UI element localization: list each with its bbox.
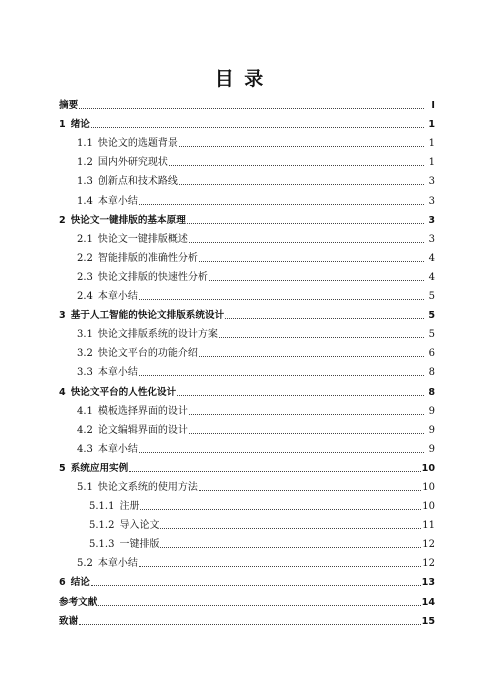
toc-dot-leader [169,165,424,166]
toc-entry-number: 2.3 [77,271,93,283]
toc-entry[interactable] [59,513,435,532]
toc-dot-leader [139,299,424,300]
toc-entry-page: 12 [422,558,435,570]
toc-entry-number: 5 [59,462,66,474]
toc-entry-page: 13 [421,577,435,589]
toc-entry-number: 3 [59,310,66,322]
toc-entry-title: 快论文平台的人性化设计 [70,386,177,398]
toc-entry-title: 快论文平台的功能介绍 [97,348,198,360]
toc-entry-page: 6 [428,348,435,360]
toc-entry-number: 4 [59,386,66,398]
toc-entry-page: 14 [421,596,435,608]
toc-entry-page: 11 [422,520,435,532]
toc-dot-leader [199,261,424,262]
toc-entry[interactable] [59,379,435,398]
toc-entry-page: 5 [428,310,435,322]
toc-entry[interactable] [59,589,435,608]
toc-entry-title: 国内外研究现状 [97,157,168,169]
toc-entry[interactable] [59,150,435,169]
toc-entry-title: 结论 [70,577,90,589]
toc-entry-number: 4.1 [77,405,93,417]
toc-dot-leader [160,547,421,548]
toc-entry-number: 1.1 [77,138,93,150]
toc-entry-page: 9 [428,443,435,455]
toc-entry[interactable] [59,609,435,628]
toc-entry[interactable] [59,246,435,265]
toc-dot-leader [139,566,421,567]
toc-entry[interactable] [59,341,435,360]
toc-entry-page: 9 [428,405,435,417]
toc-entry[interactable] [59,418,435,437]
toc-entry-title: 模板选择界面的设计 [97,405,188,417]
toc-entry-number: 2.2 [77,252,93,264]
toc-entry-title: 快论文的选题背景 [97,138,178,150]
toc-entry[interactable] [59,112,435,131]
toc-entry-title: 快论文一键排版概述 [97,233,188,245]
toc-entry-page: 12 [422,539,435,551]
toc-entry[interactable] [59,399,435,418]
toc-dot-leader [140,509,421,510]
toc-entry-title: 摘要 [59,100,79,112]
toc-entry-page: 4 [428,271,435,283]
toc-dot-leader [139,375,424,376]
toc-entry[interactable] [59,303,435,322]
toc-entry-number: 3.2 [77,348,93,360]
toc-dot-leader [179,184,424,185]
toc-entry-number: 2 [59,214,66,226]
toc-entry-number: 2.4 [77,291,93,303]
toc-entry-page: 3 [428,176,435,188]
toc-entry-title: 创新点和技术路线 [97,176,178,188]
toc-entry-title: 本章小结 [97,558,138,570]
toc-entry-page: 5 [428,291,435,303]
toc-entry-title: 参考文献 [59,596,98,608]
toc-entry-page: 1 [428,157,435,169]
toc-entry-page: 10 [422,481,435,493]
toc-entry-title: 基于人工智能的快论文排版系统设计 [70,310,225,322]
toc-dot-leader [189,242,424,243]
toc-entry-number: 5.1.2 [89,520,115,532]
toc-entry-title: 本章小结 [97,195,138,207]
toc-dot-leader [160,528,421,529]
toc-dot-leader [91,585,421,586]
toc-entry-number: 5.1 [77,481,93,493]
toc-entry-page: 8 [428,386,435,398]
toc-entry-number: 3.1 [77,329,93,341]
toc-entry-title: 本章小结 [97,443,138,455]
toc-entry[interactable] [59,131,435,150]
toc-entry-title: 系统应用实例 [70,462,129,474]
toc-list [59,93,435,628]
toc-dot-leader [139,452,424,453]
toc-entry-title: 论文编辑界面的设计 [97,424,188,436]
toc-dot-leader [79,108,424,109]
toc-dot-leader [91,127,424,128]
toc-entry-page: 1 [428,138,435,150]
toc-entry-page: 8 [428,367,435,379]
toc-entry[interactable] [59,494,435,513]
toc-entry-title: 绪论 [70,119,90,131]
toc-entry[interactable] [59,169,435,188]
toc-entry[interactable] [59,456,435,475]
toc-entry[interactable] [59,227,435,246]
toc-entry[interactable] [59,284,435,303]
toc-entry-number: 1.3 [77,176,93,188]
toc-entry[interactable] [59,188,435,207]
toc-entry[interactable] [59,93,435,112]
toc-entry-title: 本章小结 [97,291,138,303]
toc-entry-title: 快论文排版系统的设计方案 [97,329,218,341]
toc-entry-page: 9 [428,424,435,436]
toc-entry[interactable] [59,475,435,494]
toc-dot-leader [129,471,420,472]
toc-entry-page: 10 [422,501,435,513]
toc-dot-leader [219,337,424,338]
toc-entry[interactable] [59,570,435,589]
toc-entry-page: 3 [428,195,435,207]
toc-entry-title: 快论文系统的使用方法 [97,481,198,493]
toc-entry[interactable] [59,437,435,456]
toc-entry-page: 15 [421,615,435,627]
toc-entry-page: 3 [428,214,435,226]
toc-entry-number: 5.1.3 [89,539,115,551]
toc-entry-title: 本章小结 [97,367,138,379]
toc-entry-number: 6 [59,577,66,589]
toc-entry-title: 智能排版的准确性分析 [97,252,198,264]
toc-dot-leader [98,605,420,606]
toc-dot-leader [209,280,424,281]
toc-entry[interactable] [59,551,435,570]
toc-dot-leader [199,490,421,491]
toc-entry-number: 4.3 [77,443,93,455]
toc-entry[interactable] [59,360,435,379]
toc-dot-leader [139,204,424,205]
toc-dot-leader [179,146,424,147]
toc-dot-leader [177,395,424,396]
toc-entry-title: 致谢 [59,615,79,627]
toc-entry-page: 10 [421,462,435,474]
toc-entry-title: 注册 [119,501,140,513]
toc-entry[interactable] [59,208,435,227]
toc-entry-number: 1.4 [77,195,93,207]
toc-entry-page: 3 [428,233,435,245]
toc-entry-number: 4.2 [77,424,93,436]
toc-entry-page: 4 [428,252,435,264]
toc-entry-title: 一键排版 [119,539,160,551]
toc-dot-leader [187,223,424,224]
toc-entry[interactable] [59,265,435,284]
toc-entry-page: I [431,100,435,112]
toc-entry-page: 5 [428,329,435,341]
toc-entry-number: 3.3 [77,367,93,379]
toc-dot-leader [189,433,424,434]
toc-entry-number: 1.2 [77,157,93,169]
toc-entry[interactable] [59,322,435,341]
toc-dot-leader [225,318,424,319]
toc-dot-leader [199,356,424,357]
toc-entry-title: 快论文排版的快速性分析 [97,271,208,283]
toc-entry-page: 1 [428,119,435,131]
toc-entry-number: 2.1 [77,233,93,245]
toc-entry-title: 导入论文 [119,520,160,532]
toc-entry-number: 5.2 [77,558,93,570]
toc-entry-number: 1 [59,119,66,131]
toc-dot-leader [79,624,420,625]
toc-entry[interactable] [59,532,435,551]
toc-title: 目 录 [214,68,266,90]
toc-entry-number: 5.1.1 [89,501,115,513]
toc-dot-leader [189,414,424,415]
toc-entry-title: 快论文一键排版的基本原理 [70,214,186,226]
